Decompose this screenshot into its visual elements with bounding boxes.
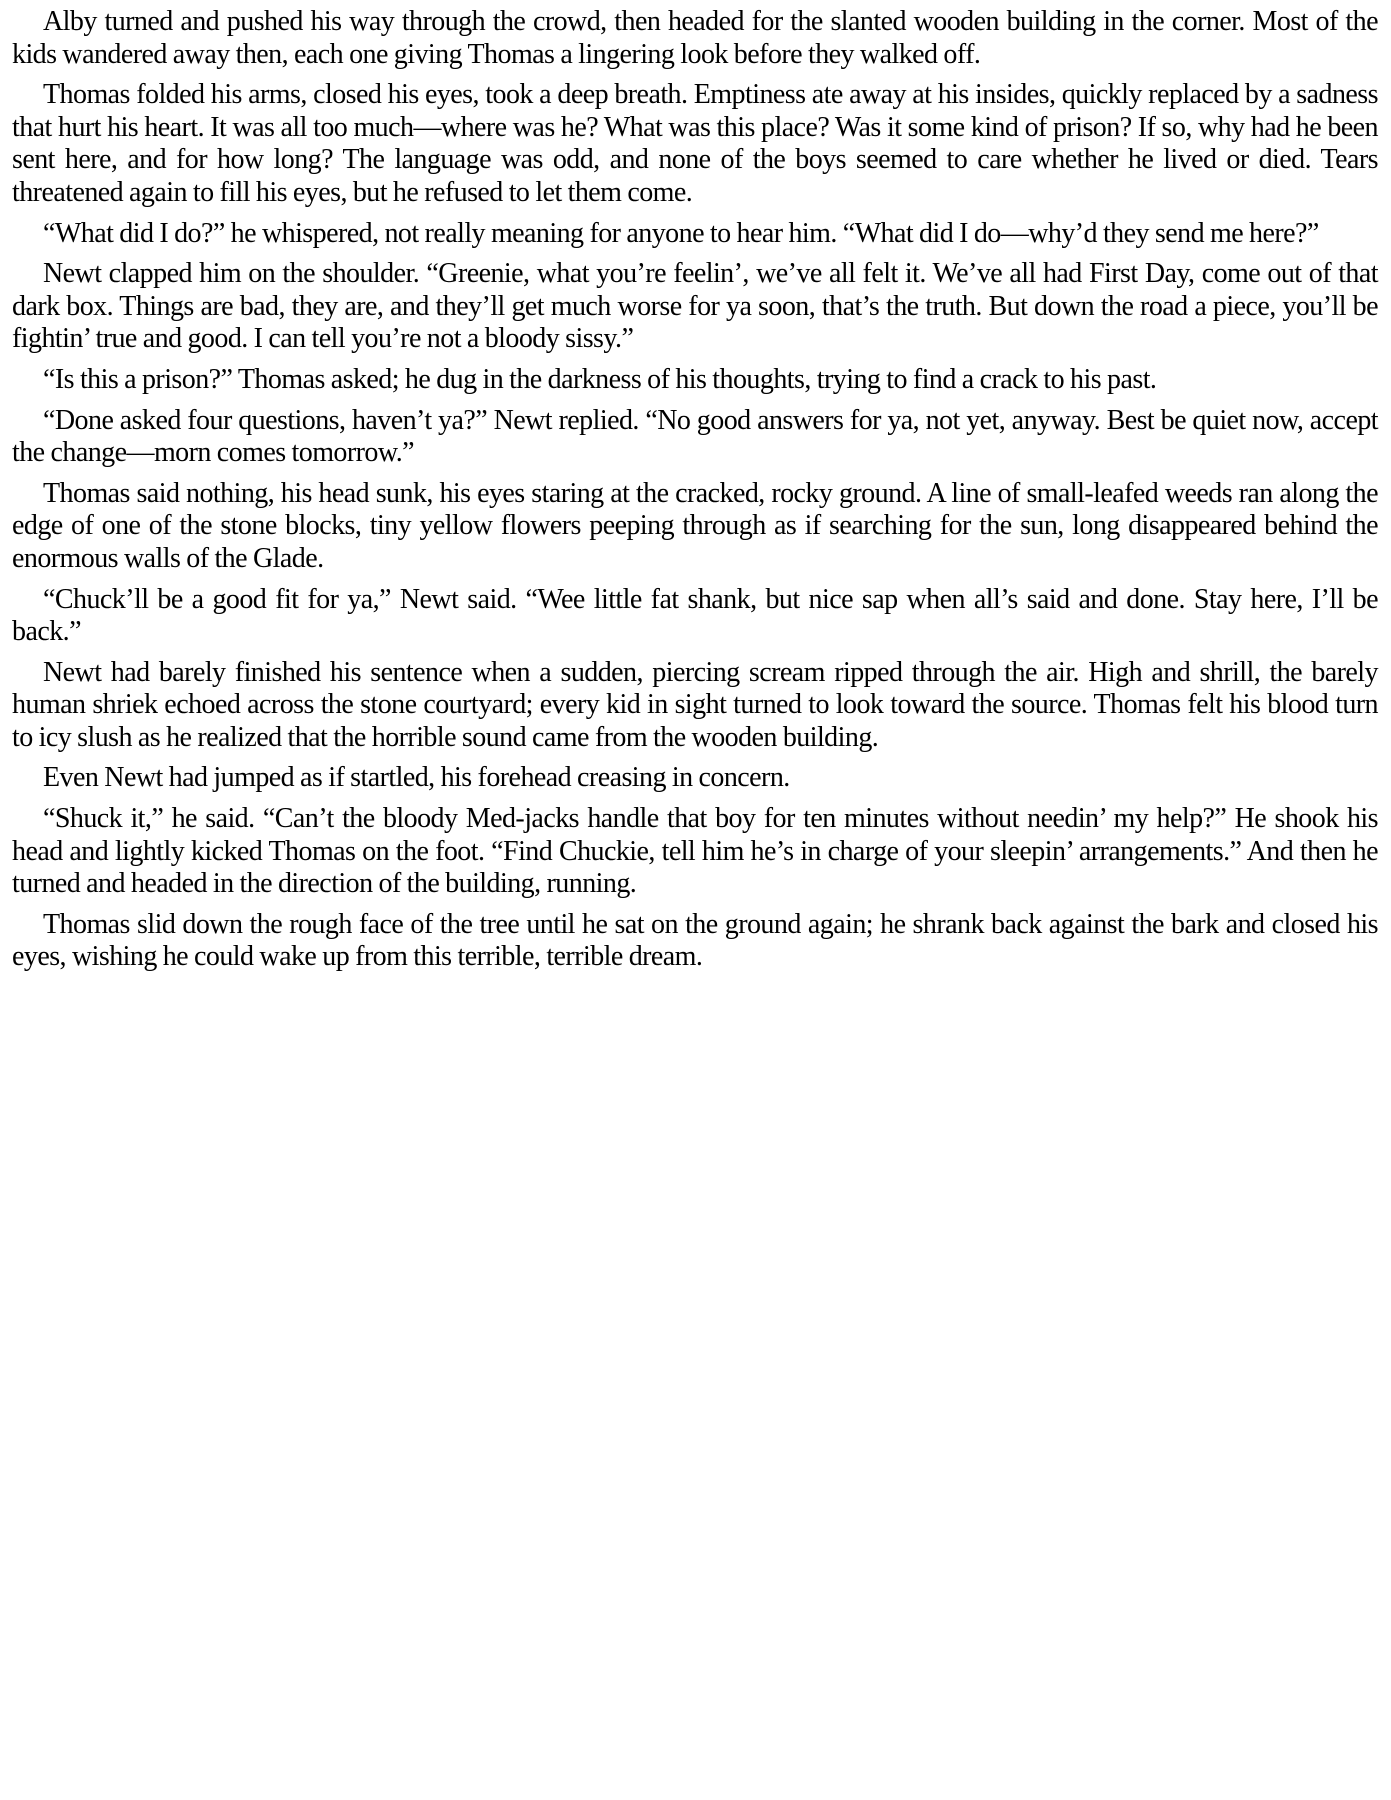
paragraph: Thomas folded his arms, closed his eyes, took a deep breath. Emptiness ate away at his insides, quickly replaced by a sadness that hurt his heart. It was all too much—where was he? What was this place? Was it some kind of prison? If so, why had he been sent here, and for how long? The language was odd, and none of the boys seemed to care whether he lived or died. Tears threatened again to fill his eyes, but he refused to let them come.: [12, 79, 1378, 208]
paragraph: Thomas slid down the rough face of the tree until he sat on the ground again; he shrank back against the bark and closed his eyes, wishing he could wake up from this terrible, terrible dream.: [12, 908, 1378, 973]
book-page: [12, 6, 1378, 982]
paragraph: “Done asked four questions, haven’t ya?” Newt replied. “No good answers for ya, not yet, anyway. Best be quiet now, accept the change—morn comes tomorrow.”: [12, 404, 1378, 469]
paragraph: Newt had barely finished his sentence when a sudden, piercing scream ripped through the air. High and shrill, the barely human shriek echoed across the stone courtyard; every kid in sight turned to look toward the source. Thomas felt his blood turn to icy slush as he realized that the horrible sound came from the wooden building.: [12, 656, 1378, 753]
paragraph: Thomas said nothing, his head sunk, his eyes staring at the cracked, rocky ground. A line of small-leafed weeds ran along the edge of one of the stone blocks, tiny yellow flowers peeping through as if searching for the sun, long disappeared behind the enormous walls of the Glade.: [12, 477, 1378, 574]
paragraph: Even Newt had jumped as if startled, his forehead creasing in concern.: [43, 762, 790, 794]
paragraph: “Chuck’ll be a good fit for ya,” Newt said. “Wee little fat shank, but nice sap when all’s said and done. Stay here, I’ll be back.”: [12, 583, 1378, 648]
paragraph: “Shuck it,” he said. “Can’t the bloody Med-jacks handle that boy for ten minutes without needin’ my help?” He shook his head and lightly kicked Thomas on the foot. “Find Chuckie, tell him he’s in charge of your sleepin’ arrangements.” And then he turned and headed in the direction of the building, running.: [12, 803, 1378, 900]
paragraph: Alby turned and pushed his way through the crowd, then headed for the slanted wooden building in the corner. Most of the kids wandered away then, each one giving Thomas a lingering look before they walked off.: [12, 6, 1378, 70]
paragraph: “Is this a prison?” Thomas asked; he dug in the darkness of his thoughts, trying to find a crack to his past.: [43, 363, 1157, 395]
paragraph: “What did I do?” he whispered, not really meaning for anyone to hear him. “What did I do—why’d they send me here?”: [43, 217, 1319, 249]
paragraph: Newt clapped him on the shoulder. “Greenie, what you’re feelin’, we’ve all felt it. We’ve all had First Day, come out of that dark box. Things are bad, they are, and they’ll get much worse for ya soon, that’s the truth. But down the road a piece, you’ll be fightin’ true and good. I can tell you’re not a bloody sissy.”: [12, 258, 1378, 355]
